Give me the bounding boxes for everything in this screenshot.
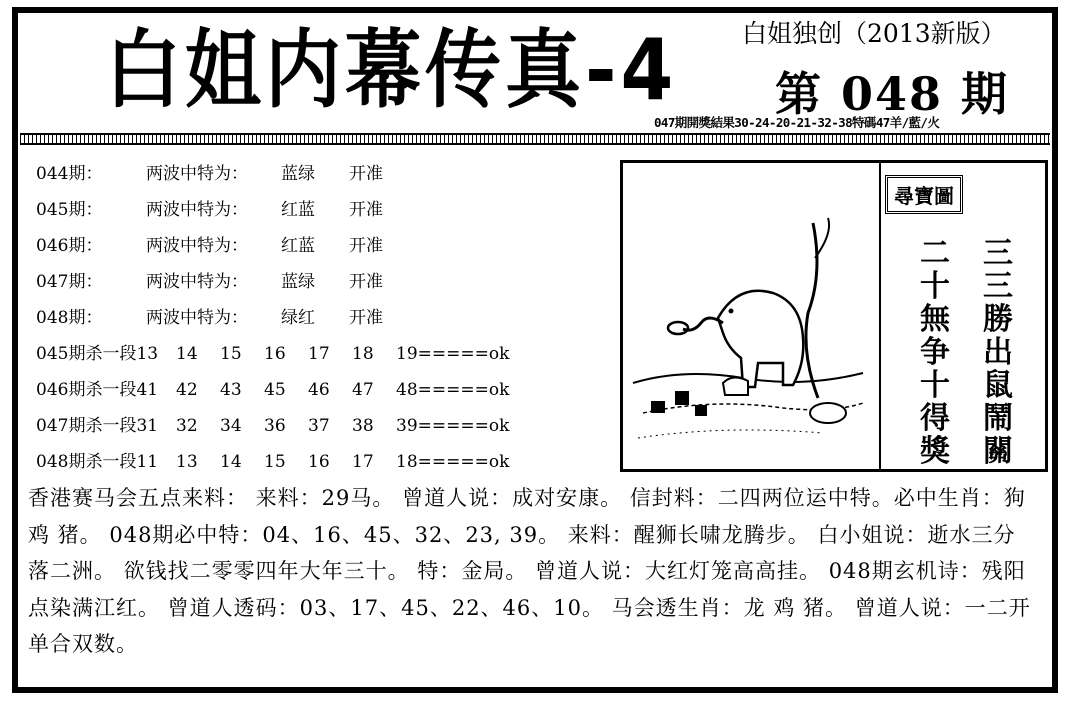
wave-status: 开准 <box>349 308 383 328</box>
wave-value: 绿红 <box>281 308 315 328</box>
last-result-line: 047期開獎結果30-24-20-21-32-38特碼47羊/藍/火 <box>654 115 940 130</box>
issue-number: 第 048 期 <box>775 67 1010 121</box>
kill-number: 45 <box>264 380 286 400</box>
kill-row <box>36 408 510 444</box>
prediction-paragraph: 香港赛马会五点来料： 来料：29马。 曾道人说：成对安康。 信封料：二四两位运中特。必中生肖：狗 鸡 猪。 048期必中特：04、16、45、32、23, 39。 来料：醒狮长啸龙腾步。 白小姐说：逝水三分落二洲。 欲钱找二零零四年大年三十。 特：金局。 曾道人说：大红灯笼高高挂。 048期玄机诗：残阳点染满江红。 曾道人透码：03、17、45、22、46、10。 马会透生肖：龙 鸡 猪。 曾道人说：一二开单合双数。 <box>28 486 1031 656</box>
kill-number: 15 <box>264 452 286 472</box>
kill-number: 16 <box>264 344 286 364</box>
kill-number: 37 <box>308 416 330 436</box>
wave-issue: 046期： <box>36 236 103 256</box>
elephant-illustration <box>623 163 873 469</box>
kill-number: 15 <box>220 344 242 364</box>
wave-status: 开准 <box>349 272 383 292</box>
treasure-map-box <box>620 160 1048 472</box>
kill-result: 48=====ok <box>396 380 510 400</box>
wave-value: 红蓝 <box>281 236 315 256</box>
kill-number: 43 <box>220 380 242 400</box>
kill-number: 16 <box>308 452 330 472</box>
header-divider <box>20 133 1050 145</box>
wave-status: 开准 <box>349 200 383 220</box>
wave-value: 蓝绿 <box>281 272 315 292</box>
kill-row <box>36 444 510 480</box>
wave-status: 开准 <box>349 236 383 256</box>
wave-row <box>36 156 492 192</box>
wave-row <box>36 192 492 228</box>
kill-issue: 046期杀一段41 <box>36 380 159 400</box>
wave-label: 两波中特为： <box>146 236 248 256</box>
wave-issue: 048期： <box>36 308 103 328</box>
kill-number: 13 <box>176 452 198 472</box>
kill-number: 36 <box>264 416 286 436</box>
wave-row <box>36 300 492 336</box>
wave-issue: 045期： <box>36 200 103 220</box>
kill-row <box>36 372 510 408</box>
kill-number: 32 <box>176 416 198 436</box>
kill-number: 18 <box>352 344 374 364</box>
kill-number: 46 <box>308 380 330 400</box>
wave-label: 两波中特为： <box>146 272 248 292</box>
wave-status: 开准 <box>349 164 383 184</box>
wave-row <box>36 264 492 300</box>
wave-issue: 044期： <box>36 164 103 184</box>
kill-number: 14 <box>220 452 242 472</box>
kill-number: 17 <box>352 452 374 472</box>
kill-number: 38 <box>352 416 374 436</box>
kill-number: 14 <box>176 344 198 364</box>
treasure-tag: 尋寶圖 <box>885 175 963 214</box>
kill-row <box>36 336 510 372</box>
wave-label: 两波中特为： <box>146 164 248 184</box>
wave-label: 两波中特为： <box>146 308 248 328</box>
wave-value: 蓝绿 <box>281 164 315 184</box>
kill-number: 34 <box>220 416 242 436</box>
edition-label: 白姐独创（2013新版） <box>742 19 1006 48</box>
kill-number: 42 <box>176 380 198 400</box>
kill-number: 17 <box>308 344 330 364</box>
kill-result: 19=====ok <box>396 344 510 364</box>
poem-left-column: 二十無争十得獎 <box>920 236 950 469</box>
wave-value: 红蓝 <box>281 200 315 220</box>
kill-number: 47 <box>352 380 374 400</box>
wave-label: 两波中特为： <box>146 200 248 220</box>
poem-right-column: 三三勝出鼠鬧關 <box>983 236 1013 469</box>
prediction-list <box>36 156 510 480</box>
kill-issue: 045期杀一段13 <box>36 344 159 364</box>
kill-issue: 048期杀一段11 <box>36 452 159 472</box>
kill-result: 39=====ok <box>396 416 510 436</box>
kill-result: 18=====ok <box>396 452 510 472</box>
wave-row <box>36 228 492 264</box>
treasure-divider <box>879 163 881 469</box>
kill-issue: 047期杀一段31 <box>36 416 159 436</box>
page-title: 白姐内幕传真-4 <box>105 20 678 120</box>
wave-issue: 047期： <box>36 272 103 292</box>
